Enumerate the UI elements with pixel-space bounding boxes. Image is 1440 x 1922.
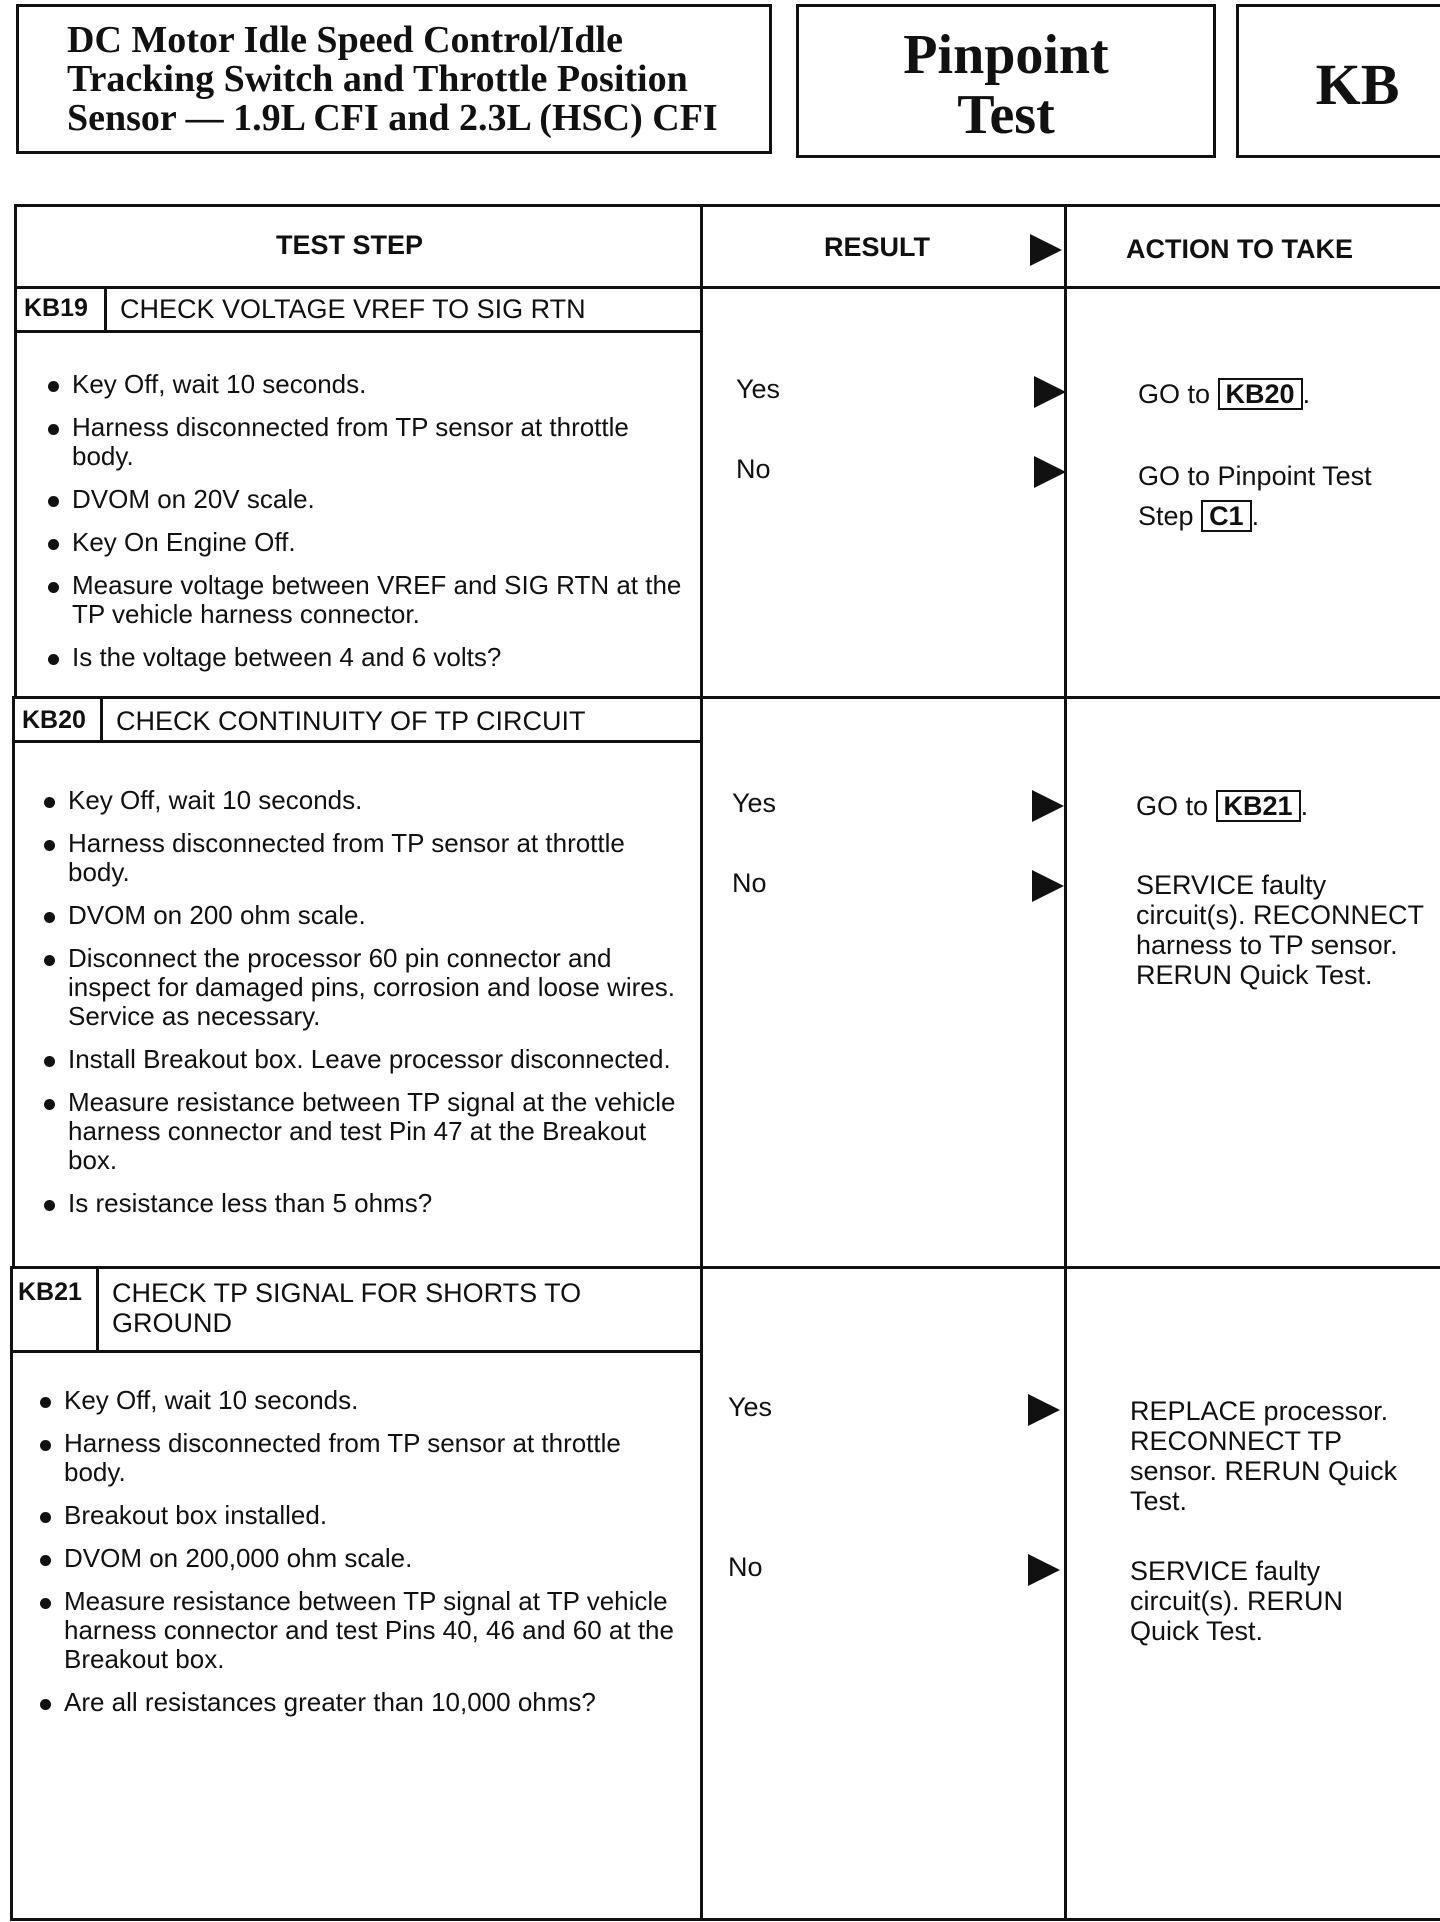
pinpoint-line-2: Test [957,84,1055,146]
title-line-2: Tracking Switch and Throttle Position [67,58,688,100]
instruction-item: Install Breakout box. Leave processor disconnected. [38,1045,686,1074]
action-text: GO to Pinpoint Test Step [1138,461,1372,531]
step-id: KB20 [22,706,86,734]
step-title-underline [12,740,700,743]
instruction-item: Is resistance less than 5 ohms? [38,1189,686,1218]
instruction-item: Key Off, wait 10 seconds. [42,370,682,399]
step-id: KB19 [24,294,88,322]
instruction-item: Breakout box installed. [34,1501,684,1530]
instruction-item: DVOM on 200,000 ohm scale. [34,1544,684,1573]
step-title: CHECK CONTINUITY OF TP CIRCUIT [116,706,586,736]
table-left-border-2 [12,696,15,1266]
step-id-divider [100,698,103,742]
no-arrow-icon [1032,870,1064,902]
no-action [1138,456,1428,536]
table-bottom-border [10,1918,1440,1921]
instruction-item: Key On Engine Off. [42,528,682,557]
step-ref-c1[interactable]: C1 [1201,500,1252,532]
no-arrow-icon [1034,456,1066,488]
col-header-action: ACTION TO TAKE [1126,234,1353,264]
yes-arrow-icon [1034,376,1066,408]
action-text: GO to [1138,379,1211,409]
step-instructions [34,1386,684,1731]
instruction-item: Key Off, wait 10 seconds. [38,786,686,815]
yes-action [1138,378,1310,410]
yes-arrow-icon [1028,1394,1060,1426]
title-line-1: DC Motor Idle Speed Control/Idle [67,19,623,61]
yes-arrow-icon [1032,790,1064,822]
result-yes: Yes [736,374,781,404]
step-id-divider [96,1268,99,1352]
instruction-item: Harness disconnected from TP sensor at throttle body. [42,413,682,471]
result-no: No [728,1552,763,1582]
action-period: . [1302,379,1311,409]
col-divider-result [700,204,703,1920]
step-title-underline [10,1350,700,1353]
instruction-item: Harness disconnected from TP sensor at throttle body. [34,1429,684,1487]
table-left-border-3 [10,1266,13,1920]
table-top-border [14,204,1440,207]
step-id: KB21 [18,1278,82,1306]
step-instructions [38,786,686,1232]
step-divider-kb21 [12,1266,1440,1269]
pinpoint-line-1: Pinpoint [903,24,1109,86]
instruction-item: DVOM on 200 ohm scale. [38,901,686,930]
table-left-border-1 [14,204,17,696]
title-box [16,4,772,154]
instruction-item: DVOM on 20V scale. [42,485,682,514]
action-period: . [1300,791,1309,821]
no-action: SERVICE faulty circuit(s). RECONNECT harness to TP sensor. RERUN Quick Test. [1136,870,1424,990]
pinpoint-test-box [796,4,1216,158]
instruction-item: Measure voltage between VREF and SIG RTN at the TP vehicle harness connector. [42,571,682,629]
step-title: CHECK TP SIGNAL FOR SHORTS TO GROUND [112,1278,582,1338]
title-line-3: Sensor — 1.9L CFI and 2.3L (HSC) CFI [67,97,718,139]
instruction-item: Harness disconnected from TP sensor at throttle body. [38,829,686,887]
header-bottom-border [14,286,1440,289]
step-ref-kb20[interactable]: KB20 [1218,378,1303,410]
result-no: No [732,868,767,898]
col-header-test-step: TEST STEP [276,230,424,260]
instruction-item: Measure resistance between TP signal at the vehicle harness connector and test Pin 47 at the Breakout box. [38,1088,686,1175]
result-yes: Yes [732,788,777,818]
action-text: GO to [1136,791,1209,821]
instruction-item: Are all resistances greater than 10,000 ohms? [34,1688,684,1717]
no-arrow-icon [1028,1554,1060,1586]
step-id-divider [104,288,107,332]
instruction-item: Measure resistance between TP signal at TP vehicle harness connector and test Pins 40, 46 and 60 at the Breakout box. [34,1587,684,1674]
step-divider-kb20 [14,696,1440,699]
instruction-item: Is the voltage between 4 and 6 volts? [42,643,682,672]
yes-action: REPLACE processor. RECONNECT TP sensor. RERUN Quick Test. [1130,1396,1398,1516]
header-arrow-icon [1030,234,1062,266]
no-action: SERVICE faulty circuit(s). RERUN Quick Test. [1130,1556,1343,1646]
col-header-result: RESULT [824,232,930,262]
instruction-item: Disconnect the processor 60 pin connector and inspect for damaged pins, corrosion and loose wires. Service as necessary. [38,944,686,1031]
action-period: . [1251,501,1260,531]
yes-action [1136,790,1308,822]
result-no: No [736,454,771,484]
test-code-box [1236,4,1440,158]
test-code: KB [1315,52,1400,117]
instruction-item: Key Off, wait 10 seconds. [34,1386,684,1415]
step-ref-kb21[interactable]: KB21 [1216,790,1301,822]
result-yes: Yes [728,1392,773,1422]
step-title-underline [14,330,700,333]
step-title: CHECK VOLTAGE VREF TO SIG RTN [120,294,586,324]
step-instructions [42,370,682,686]
